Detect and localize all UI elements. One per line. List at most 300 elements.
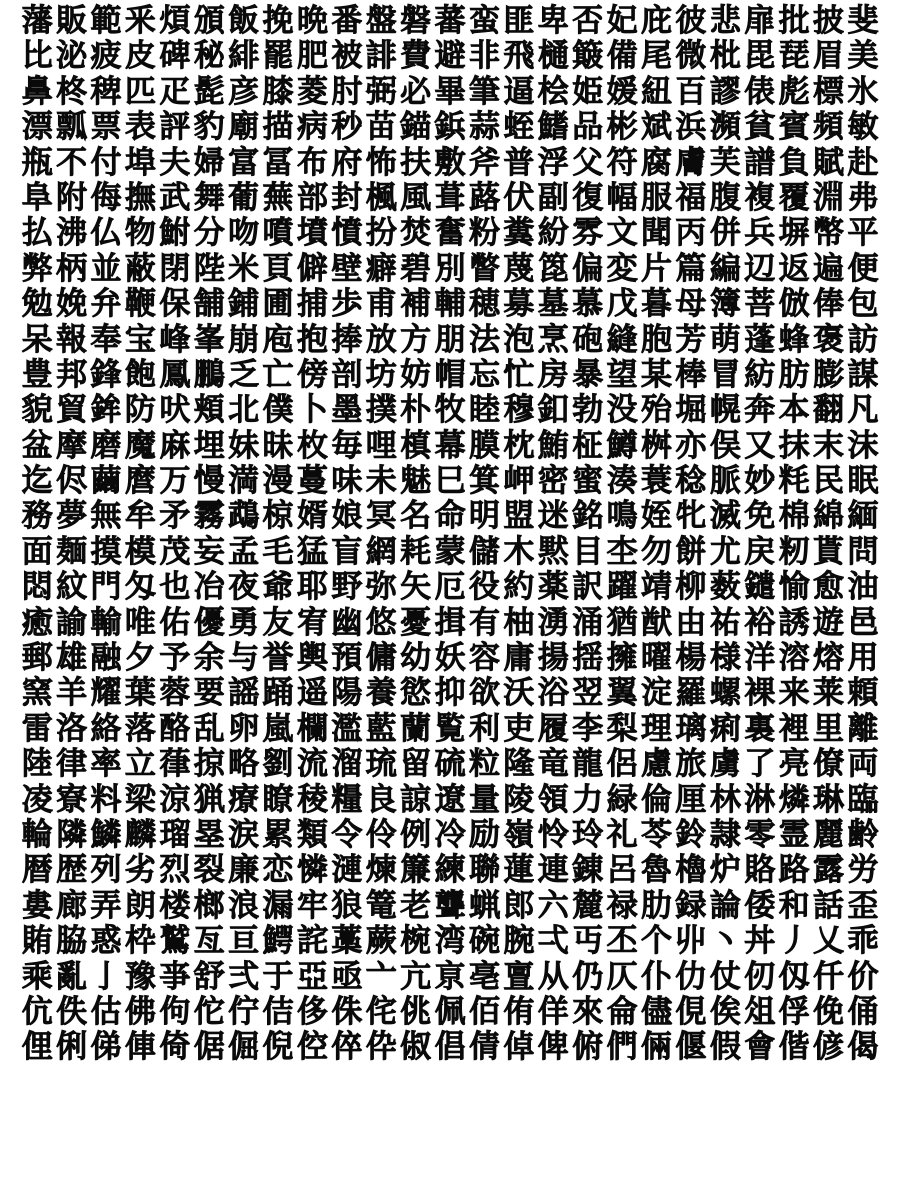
kanji-glyph: 遊	[813, 604, 845, 641]
kanji-glyph: 友	[262, 604, 294, 641]
kanji-glyph: 備	[606, 38, 638, 75]
kanji-glyph: 寮	[56, 781, 88, 818]
kanji-glyph: 敏	[847, 109, 879, 146]
kanji-glyph: 翌	[572, 675, 604, 712]
kanji-glyph: 葎	[159, 746, 191, 783]
kanji-glyph: 萌	[709, 321, 741, 358]
kanji-glyph: 報	[56, 321, 88, 358]
kanji-glyph: 紋	[56, 569, 88, 606]
kanji-glyph: 勇	[228, 604, 260, 641]
kanji-glyph: 弌	[537, 923, 569, 960]
kanji-glyph: 郎	[503, 887, 535, 924]
kanji-glyph: 們	[606, 1029, 638, 1066]
kanji-glyph: 披	[813, 3, 845, 39]
kanji-glyph: 劣	[124, 852, 156, 889]
kanji-glyph: 捧	[331, 321, 363, 358]
kanji-glyph: 酪	[159, 710, 191, 747]
glyph-row	[20, 181, 880, 216]
kanji-glyph: 俟	[709, 993, 741, 1030]
kanji-glyph: 頒	[193, 3, 225, 39]
kanji-glyph: 麿	[124, 463, 156, 500]
kanji-glyph: 斐	[847, 3, 879, 39]
kanji-glyph: 鷲	[159, 923, 191, 960]
kanji-glyph: 褒	[813, 321, 845, 358]
kanji-glyph: 佯	[537, 993, 569, 1030]
kanji-glyph: 名	[400, 498, 432, 535]
glyph-row	[20, 146, 880, 181]
kanji-glyph: 百	[675, 73, 707, 110]
kanji-glyph: 六	[537, 887, 569, 924]
kanji-glyph: 筆	[468, 73, 500, 110]
kanji-glyph: 輪	[21, 816, 53, 853]
kanji-glyph: 悠	[365, 604, 397, 641]
kanji-glyph: 兵	[744, 215, 776, 252]
kanji-glyph: 唯	[124, 604, 156, 641]
kanji-glyph: 庖	[262, 321, 294, 358]
kanji-glyph: 病	[296, 109, 328, 146]
kanji-glyph: 蘭	[400, 710, 432, 747]
kanji-glyph: 毎	[331, 427, 363, 464]
kanji-glyph: 歩	[331, 286, 363, 323]
kanji-glyph: 麟	[124, 816, 156, 853]
kanji-glyph: 佩	[434, 993, 466, 1030]
kanji-glyph: 鰭	[537, 109, 569, 146]
kanji-glyph: 李	[572, 710, 604, 747]
kanji-glyph: 琵	[778, 38, 810, 75]
kanji-glyph: 肥	[296, 38, 328, 75]
kanji-glyph: 猷	[641, 604, 673, 641]
kanji-glyph: 靖	[641, 569, 673, 606]
kanji-glyph: 丱	[675, 923, 707, 960]
kanji-glyph: 佇	[228, 993, 260, 1030]
kanji-glyph: 翻	[813, 392, 845, 429]
kanji-glyph: 箕	[468, 463, 500, 500]
kanji-glyph: 熔	[813, 640, 845, 677]
kanji-glyph: 舗	[193, 286, 225, 323]
kanji-glyph: 販	[56, 3, 88, 39]
kanji-glyph: 蕃	[434, 3, 466, 39]
kanji-glyph: 牝	[675, 498, 707, 535]
kanji-glyph: 府	[331, 144, 363, 181]
kanji-glyph: 訳	[572, 569, 604, 606]
kanji-glyph: 便	[847, 250, 879, 287]
kanji-glyph: 倣	[778, 286, 810, 323]
kanji-glyph: 歴	[56, 852, 88, 889]
kanji-glyph: 龍	[572, 746, 604, 783]
kanji-glyph: 亅	[90, 958, 122, 995]
kanji-glyph: 米	[228, 250, 260, 287]
kanji-glyph: 両	[847, 746, 879, 783]
kanji-glyph: 蕪	[262, 179, 294, 216]
kanji-glyph: 椋	[262, 498, 294, 535]
kanji-glyph: 微	[675, 38, 707, 75]
kanji-glyph: 裡	[778, 710, 810, 747]
kanji-glyph: 武	[159, 179, 191, 216]
kanji-glyph: 紛	[537, 215, 569, 252]
glyph-row	[20, 252, 880, 287]
kanji-glyph: 罷	[262, 38, 294, 75]
kanji-glyph: 箆	[537, 250, 569, 287]
kanji-glyph: 裕	[744, 604, 776, 641]
kanji-glyph: 奉	[90, 321, 122, 358]
kanji-glyph: 璃	[675, 710, 707, 747]
kanji-glyph: 凌	[21, 781, 53, 818]
kanji-glyph: 畢	[434, 73, 466, 110]
kanji-glyph: 淵	[813, 179, 845, 216]
kanji-glyph: 慢	[193, 463, 225, 500]
kanji-glyph: 腕	[503, 923, 535, 960]
kanji-glyph: 枠	[124, 923, 156, 960]
kanji-glyph: 儲	[468, 533, 500, 570]
kanji-glyph: 望	[606, 356, 638, 393]
kanji-glyph: 誘	[778, 604, 810, 641]
kanji-glyph: 怜	[537, 816, 569, 853]
kanji-glyph: 壁	[331, 250, 363, 287]
kanji-glyph: 肋	[641, 887, 673, 924]
kanji-glyph: 流	[296, 746, 328, 783]
kanji-glyph: 漂	[21, 109, 53, 146]
kanji-glyph: 乏	[228, 356, 260, 393]
kanji-glyph: 朋	[434, 321, 466, 358]
kanji-glyph: 猛	[296, 533, 328, 570]
kanji-glyph: 描	[262, 109, 294, 146]
kanji-glyph: 鰐	[262, 923, 294, 960]
kanji-glyph: 煉	[365, 852, 397, 889]
kanji-glyph: 瀕	[709, 109, 741, 146]
kanji-glyph: 舞	[193, 179, 225, 216]
kanji-glyph: 油	[847, 569, 879, 606]
kanji-glyph: 弥	[365, 569, 397, 606]
kanji-glyph: 吻	[228, 215, 260, 252]
kanji-glyph: 亮	[778, 746, 810, 783]
kanji-glyph: 楓	[365, 179, 397, 216]
kanji-glyph: 邦	[56, 356, 88, 393]
kanji-glyph: 墨	[331, 392, 363, 429]
kanji-glyph: 螺	[709, 675, 741, 712]
kanji-glyph: 蜂	[778, 321, 810, 358]
kanji-glyph: 俥	[124, 1029, 156, 1066]
kanji-glyph: 錨	[400, 109, 432, 146]
kanji-glyph: 狼	[331, 887, 363, 924]
kanji-glyph: 桝	[641, 427, 673, 464]
kanji-glyph: 于	[262, 958, 294, 995]
kanji-glyph: 麺	[56, 533, 88, 570]
kanji-glyph: 侖	[606, 993, 638, 1030]
kanji-glyph: 秘	[193, 38, 225, 75]
kanji-glyph: 魅	[400, 463, 432, 500]
kanji-glyph: 虜	[709, 746, 741, 783]
glyph-row	[20, 641, 880, 676]
kanji-glyph: 利	[468, 710, 500, 747]
kanji-glyph: 味	[331, 463, 363, 500]
kanji-glyph: 法	[468, 321, 500, 358]
kanji-glyph: 卵	[228, 710, 260, 747]
kanji-glyph: 末	[813, 427, 845, 464]
kanji-glyph: 母	[675, 286, 707, 323]
kanji-glyph: 莱	[813, 675, 845, 712]
kanji-glyph: 泌	[56, 38, 88, 75]
kanji-glyph: 齢	[847, 816, 879, 853]
kanji-glyph: 費	[400, 38, 432, 75]
kanji-glyph: 蛮	[468, 3, 500, 39]
kanji-glyph: 釦	[537, 392, 569, 429]
kanji-glyph: 翼	[606, 675, 638, 712]
kanji-glyph: 琳	[813, 781, 845, 818]
kanji-glyph: 晩	[296, 3, 328, 39]
kanji-glyph: 盲	[331, 533, 363, 570]
kanji-glyph: 倡	[434, 1029, 466, 1066]
kanji-glyph: 斧	[468, 144, 500, 181]
kanji-glyph: 蔽	[124, 250, 156, 287]
kanji-glyph: 冒	[709, 356, 741, 393]
kanji-glyph: 頻	[813, 109, 845, 146]
kanji-glyph: 彬	[606, 109, 638, 146]
kanji-glyph: 麗	[813, 816, 845, 853]
kanji-glyph: 柚	[503, 604, 535, 641]
kanji-glyph: 溶	[778, 640, 810, 677]
kanji-glyph: 保	[159, 286, 191, 323]
kanji-glyph: 仄	[606, 958, 638, 995]
kanji-glyph: 頁	[262, 250, 294, 287]
kanji-glyph: 阜	[21, 179, 53, 216]
kanji-glyph: 聞	[641, 215, 673, 252]
kanji-glyph: 沸	[56, 215, 88, 252]
kanji-glyph: 由	[675, 604, 707, 641]
kanji-glyph: 練	[434, 852, 466, 889]
kanji-glyph: 淀	[641, 675, 673, 712]
kanji-glyph: 附	[56, 179, 88, 216]
kanji-glyph: 豹	[193, 109, 225, 146]
kanji-glyph: 謀	[847, 356, 879, 393]
glyph-row	[20, 216, 880, 251]
kanji-glyph: 付	[90, 144, 122, 181]
kanji-glyph: 愈	[813, 569, 845, 606]
kanji-glyph: 暦	[21, 852, 53, 889]
glyph-row	[20, 570, 880, 605]
kanji-glyph: 話	[813, 887, 845, 924]
kanji-glyph: 偐	[813, 1029, 845, 1066]
kanji-glyph: 蓮	[503, 852, 535, 889]
kanji-glyph: 芳	[675, 321, 707, 358]
kanji-glyph: 彪	[778, 73, 810, 110]
kanji-glyph: 濫	[331, 710, 363, 747]
kanji-glyph: 煩	[159, 3, 191, 39]
kanji-glyph: 硫	[434, 746, 466, 783]
kanji-glyph: 豫	[124, 958, 156, 995]
kanji-glyph: 鵡	[228, 498, 260, 535]
kanji-glyph: 陽	[331, 675, 363, 712]
kanji-glyph: 労	[847, 852, 879, 889]
kanji-glyph: 繭	[90, 463, 122, 500]
kanji-glyph: 沃	[503, 675, 535, 712]
kanji-glyph: 非	[468, 38, 500, 75]
kanji-glyph: 赴	[847, 144, 879, 181]
kanji-glyph: 个	[641, 923, 673, 960]
kanji-glyph: 物	[124, 215, 156, 252]
kanji-glyph: 佶	[262, 993, 294, 1030]
kanji-glyph: 戻	[744, 533, 776, 570]
kanji-glyph: 忙	[503, 356, 535, 393]
kanji-glyph: 假	[709, 1029, 741, 1066]
kanji-glyph: 頬	[193, 392, 225, 429]
kanji-glyph: 埋	[193, 427, 225, 464]
kanji-glyph: 臨	[847, 781, 879, 818]
kanji-glyph: 無	[90, 498, 122, 535]
kanji-glyph: 綿	[813, 498, 845, 535]
kanji-glyph: 勉	[21, 286, 53, 323]
kanji-glyph: 避	[434, 38, 466, 75]
kanji-glyph: 仭	[778, 958, 810, 995]
kanji-glyph: 聯	[468, 852, 500, 889]
kanji-glyph: 夢	[56, 498, 88, 535]
kanji-glyph: 暮	[641, 286, 673, 323]
kanji-glyph: 包	[847, 286, 879, 323]
kanji-glyph: 蔑	[503, 250, 535, 287]
kanji-glyph: 皮	[124, 38, 156, 75]
kanji-glyph: 輸	[90, 604, 122, 641]
kanji-glyph: 方	[400, 321, 432, 358]
kanji-glyph: 淋	[744, 781, 776, 818]
kanji-glyph: 鼻	[21, 73, 53, 110]
kanji-glyph: 模	[124, 533, 156, 570]
kanji-glyph: 孟	[228, 533, 260, 570]
kanji-glyph: 籾	[778, 533, 810, 570]
kanji-glyph: 磨	[90, 427, 122, 464]
kanji-glyph: 乱	[193, 710, 225, 747]
glyph-row	[20, 535, 880, 570]
glyph-row	[20, 676, 880, 711]
kanji-glyph: 价	[847, 958, 879, 995]
kanji-glyph: 峯	[193, 321, 225, 358]
kanji-glyph: 郵	[21, 640, 53, 677]
kanji-glyph: 防	[124, 392, 156, 429]
kanji-glyph: 憐	[296, 852, 328, 889]
kanji-glyph: 彦	[228, 73, 260, 110]
kanji-glyph: 佻	[400, 993, 432, 1030]
kanji-glyph: 歪	[847, 887, 879, 924]
kanji-glyph: 滅	[709, 498, 741, 535]
kanji-glyph: 浮	[537, 144, 569, 181]
glyph-row	[20, 39, 880, 74]
kanji-glyph: 房	[537, 356, 569, 393]
kanji-glyph: 尾	[641, 38, 673, 75]
kanji-glyph: 文	[606, 215, 638, 252]
kanji-glyph: 分	[193, 215, 225, 252]
kanji-glyph: 娩	[56, 286, 88, 323]
glyph-row	[20, 323, 880, 358]
kanji-glyph: 緬	[847, 498, 879, 535]
kanji-glyph: 麻	[159, 427, 191, 464]
kanji-glyph: 勃	[572, 392, 604, 429]
kanji-glyph: 娘	[331, 498, 363, 535]
kanji-glyph: 偃	[675, 1029, 707, 1066]
kanji-glyph: 誹	[365, 38, 397, 75]
kanji-glyph: 棉	[778, 498, 810, 535]
kanji-glyph: 普	[503, 144, 535, 181]
kanji-glyph: 俯	[572, 1029, 604, 1066]
kanji-glyph: 撫	[124, 179, 156, 216]
kanji-glyph: 丕	[606, 923, 638, 960]
kanji-glyph: 幕	[434, 427, 466, 464]
kanji-glyph: 侑	[503, 993, 535, 1030]
kanji-glyph: 否	[572, 3, 604, 39]
kanji-glyph: 密	[537, 463, 569, 500]
kanji-glyph: 乖	[847, 923, 879, 960]
kanji-glyph: 彼	[675, 3, 707, 39]
kanji-glyph: 抹	[778, 427, 810, 464]
kanji-glyph: 炉	[709, 852, 741, 889]
kanji-glyph: 吏	[503, 710, 535, 747]
kanji-glyph: 豊	[21, 356, 53, 393]
kanji-glyph: 慾	[400, 675, 432, 712]
kanji-glyph: 僚	[813, 746, 845, 783]
kanji-glyph: 料	[90, 781, 122, 818]
kanji-glyph: 補	[400, 286, 432, 323]
kanji-glyph: 雷	[21, 710, 53, 747]
kanji-glyph: 亶	[503, 958, 535, 995]
kanji-glyph: 撲	[365, 392, 397, 429]
kanji-glyph: 目	[572, 533, 604, 570]
kanji-glyph: 倅	[331, 1029, 363, 1066]
kanji-glyph: 務	[21, 498, 53, 535]
kanji-glyph: 鱒	[606, 427, 638, 464]
kanji-glyph: 棒	[675, 356, 707, 393]
kanji-glyph: 緋	[228, 38, 260, 75]
kanji-glyph: 粍	[778, 463, 810, 500]
kanji-glyph: 里	[813, 710, 845, 747]
kanji-glyph: 岬	[503, 463, 535, 500]
kanji-glyph: 融	[90, 640, 122, 677]
kanji-glyph: 倚	[159, 1029, 191, 1066]
kanji-glyph: 亙	[193, 923, 225, 960]
kanji-glyph: 估	[90, 993, 122, 1030]
kanji-glyph: 逼	[503, 73, 535, 110]
kanji-glyph: 被	[331, 38, 363, 75]
kanji-glyph: 仍	[572, 958, 604, 995]
kanji-glyph: 妙	[744, 463, 776, 500]
glyph-row	[20, 712, 880, 747]
kanji-glyph: 癒	[21, 604, 53, 641]
kanji-glyph: 昧	[262, 427, 294, 464]
kanji-glyph: 偕	[778, 1029, 810, 1066]
kanji-glyph: 磐	[400, 3, 432, 39]
kanji-glyph: 路	[778, 852, 810, 889]
kanji-glyph: 祐	[709, 604, 741, 641]
kanji-glyph: 副	[537, 179, 569, 216]
kanji-glyph: 柄	[56, 250, 88, 287]
kanji-glyph: 量	[468, 781, 500, 818]
kanji-glyph: 恋	[262, 852, 294, 889]
kanji-glyph: 辺	[744, 250, 776, 287]
kanji-glyph: 俘	[778, 993, 810, 1030]
kanji-glyph: 猶	[606, 604, 638, 641]
kanji-glyph: 匪	[503, 3, 535, 39]
kanji-glyph: 羊	[56, 675, 88, 712]
kanji-glyph: 掠	[193, 746, 225, 783]
kanji-glyph: 溜	[331, 746, 363, 783]
glyph-row	[20, 818, 880, 853]
kanji-glyph: 蜜	[572, 463, 604, 500]
glyph-row	[20, 464, 880, 499]
kanji-glyph: 櫓	[675, 852, 707, 889]
kanji-glyph: 礼	[606, 816, 638, 853]
kanji-glyph: 遍	[813, 250, 845, 287]
kanji-glyph: 耶	[296, 569, 328, 606]
kanji-glyph: 論	[709, 887, 741, 924]
kanji-glyph: 菩	[744, 286, 776, 323]
kanji-glyph: 羅	[675, 675, 707, 712]
kanji-glyph: 諒	[400, 781, 432, 818]
